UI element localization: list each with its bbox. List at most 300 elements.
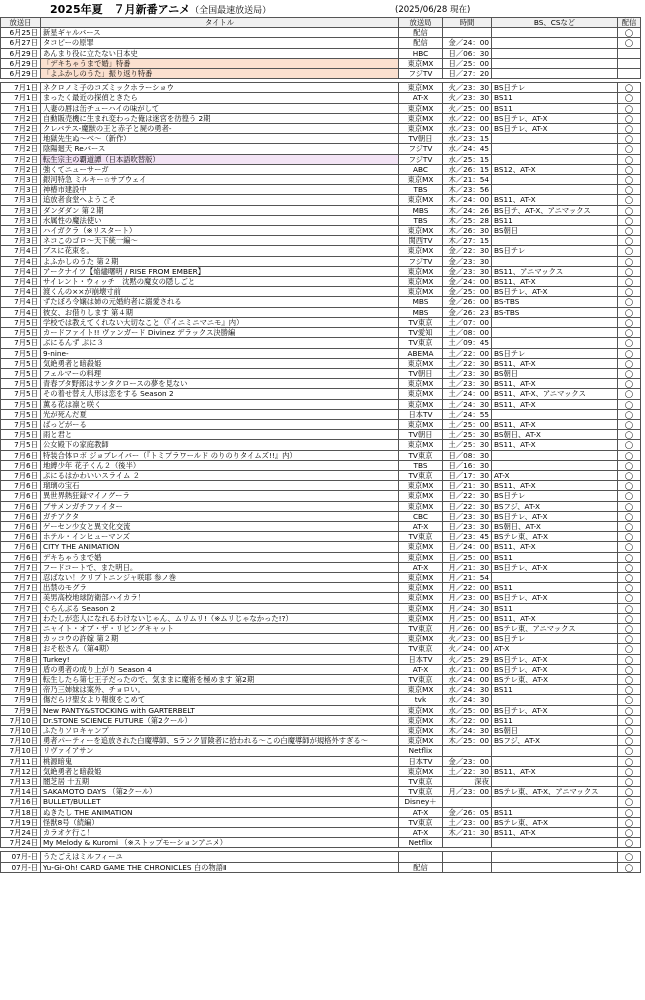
cell-streaming: ◯ bbox=[618, 664, 641, 674]
cell-title: 彼女、お借りします 第４期 bbox=[41, 307, 399, 317]
cell-station: 東京MX bbox=[399, 175, 443, 185]
cell-time: 土／23：30 bbox=[443, 379, 492, 389]
table-row bbox=[1, 777, 641, 787]
cell-title: 転生したら第七王子だったので、気ままに魔術を極めます 第2期 bbox=[41, 675, 399, 685]
table-row bbox=[1, 542, 641, 552]
cell-date: 7月3日 bbox=[1, 236, 41, 246]
cell-bs-cs: BS日テレ、AT-X bbox=[492, 124, 618, 134]
cell-streaming: ◯ bbox=[618, 409, 641, 419]
cell-time bbox=[443, 838, 492, 848]
cell-bs-cs: BS日テレ bbox=[492, 491, 618, 501]
cell-bs-cs: BS11 bbox=[492, 715, 618, 725]
cell-station: 東京MX bbox=[399, 440, 443, 450]
table-row bbox=[1, 205, 641, 215]
cell-bs-cs bbox=[492, 572, 618, 582]
cell-station: TBS bbox=[399, 185, 443, 195]
cell-bs-cs: BS日テレ、AT-X bbox=[492, 664, 618, 674]
cell-bs-cs: BS日テレ、AT-X bbox=[492, 113, 618, 123]
cell-bs-cs: BSテレ東、アニマックス bbox=[492, 623, 618, 633]
cell-bs-cs bbox=[492, 862, 618, 872]
cell-date: 7月8日 bbox=[1, 654, 41, 664]
cell-station: 東京MX bbox=[399, 715, 443, 725]
cell-streaming: ◯ bbox=[618, 297, 641, 307]
cell-station: 配信 bbox=[399, 28, 443, 38]
cell-date: 7月6日 bbox=[1, 491, 41, 501]
table-row bbox=[1, 266, 641, 276]
cell-title: 学校では教えてくれない大切なこと（『イニミニマニモ』内） bbox=[41, 317, 399, 327]
cell-title: リヴァイアサン bbox=[41, 746, 399, 756]
cell-date: 7月4日 bbox=[1, 287, 41, 297]
cell-date: 7月7日 bbox=[1, 613, 41, 623]
table-row bbox=[1, 562, 641, 572]
cell-station: 日本TV bbox=[399, 409, 443, 419]
cell-date: 6月27日 bbox=[1, 38, 41, 48]
table-row bbox=[1, 532, 641, 542]
table-row bbox=[1, 715, 641, 725]
cell-streaming: ◯ bbox=[618, 113, 641, 123]
table-row bbox=[1, 368, 641, 378]
cell-bs-cs: BS11、AT-X bbox=[492, 828, 618, 838]
table-row bbox=[1, 726, 641, 736]
cell-title: New PANTY&STOCKING with GARTERBELT bbox=[41, 705, 399, 715]
cell-date: 7月4日 bbox=[1, 297, 41, 307]
col-header-bs-cs: BS、CSなど bbox=[492, 18, 618, 28]
cell-title: サイレント・ウィッチ 沈黙の魔女の隠しごと bbox=[41, 277, 399, 287]
cell-station: MBS bbox=[399, 297, 443, 307]
cell-date: 6月29日 bbox=[1, 58, 41, 68]
cell-title: 気絶勇者と暗殺姫 bbox=[41, 766, 399, 776]
cell-title: 新星ギャルバース bbox=[41, 28, 399, 38]
cell-station: MBS bbox=[399, 307, 443, 317]
col-header-station: 放送局 bbox=[399, 18, 443, 28]
cell-time: 水／23：15 bbox=[443, 134, 492, 144]
table-row bbox=[1, 644, 641, 654]
cell-title: ぶにるんず ぷに３ bbox=[41, 338, 399, 348]
cell-time: 日／25：00 bbox=[443, 552, 492, 562]
table-row bbox=[1, 389, 641, 399]
table-row bbox=[1, 756, 641, 766]
page-title bbox=[50, 1, 271, 17]
cell-bs-cs bbox=[492, 175, 618, 185]
cell-streaming: ◯ bbox=[618, 511, 641, 521]
cell-time: 木／24：00 bbox=[443, 195, 492, 205]
cell-station: TV東京 bbox=[399, 532, 443, 542]
subtitle-text: （全国最速放送局） bbox=[190, 6, 272, 16]
cell-station: フジTV bbox=[399, 69, 443, 79]
cell-streaming: ◯ bbox=[618, 807, 641, 817]
cell-date: 7月1日 bbox=[1, 93, 41, 103]
table-row bbox=[1, 256, 641, 266]
table-row bbox=[1, 69, 641, 79]
cell-streaming: ◯ bbox=[618, 450, 641, 460]
cell-station: フジTV bbox=[399, 154, 443, 164]
cell-time: 金／23：30 bbox=[443, 266, 492, 276]
table-row bbox=[1, 195, 641, 205]
cell-date: 7月9日 bbox=[1, 695, 41, 705]
cell-time: 土／07：00 bbox=[443, 317, 492, 327]
cell-date: 7月7日 bbox=[1, 623, 41, 633]
cell-station: 東京MX bbox=[399, 226, 443, 236]
cell-station: 東京MX bbox=[399, 83, 443, 93]
cell-bs-cs: BS日テ、AT-X、アニマックス bbox=[492, 205, 618, 215]
cell-time: 金／26：00 bbox=[443, 297, 492, 307]
cell-station: 東京MX bbox=[399, 419, 443, 429]
cell-title: Yu-Gi-Oh! CARD GAME THE CHRONICLES 白の物語Ⅱ bbox=[41, 862, 399, 872]
cell-time: 火／23：30 bbox=[443, 83, 492, 93]
cell-bs-cs bbox=[492, 756, 618, 766]
cell-station: TBS bbox=[399, 460, 443, 470]
cell-time: 木／21：54 bbox=[443, 175, 492, 185]
table-row bbox=[1, 38, 641, 48]
cell-title: 転生宗主の覇道譚（日本語吹替版） bbox=[41, 154, 399, 164]
cell-bs-cs: BS11、AT-X bbox=[492, 399, 618, 409]
cell-time: 土／09：45 bbox=[443, 338, 492, 348]
cell-date: 7月4日 bbox=[1, 256, 41, 266]
table-row bbox=[1, 664, 641, 674]
cell-date: 7月10日 bbox=[1, 736, 41, 746]
cell-time: 水／24：45 bbox=[443, 144, 492, 154]
cell-date: 7月9日 bbox=[1, 664, 41, 674]
cell-station: TV東京 bbox=[399, 470, 443, 480]
cell-bs-cs: BS11、AT-X bbox=[492, 379, 618, 389]
cell-date: 7月7日 bbox=[1, 562, 41, 572]
cell-bs-cs bbox=[492, 154, 618, 164]
cell-station: 東京MX bbox=[399, 491, 443, 501]
cell-streaming: ◯ bbox=[618, 83, 641, 93]
cell-date: 7月7日 bbox=[1, 593, 41, 603]
cell-bs-cs: BS朝日 bbox=[492, 226, 618, 236]
table-row bbox=[1, 603, 641, 613]
cell-time: 水／24：00 bbox=[443, 675, 492, 685]
cell-streaming: ◯ bbox=[618, 562, 641, 572]
table-row bbox=[1, 358, 641, 368]
cell-station: 東京MX bbox=[399, 552, 443, 562]
cell-title: 盾の勇者の成り上がり Season 4 bbox=[41, 664, 399, 674]
table-row bbox=[1, 623, 641, 633]
cell-date: 7月6日 bbox=[1, 542, 41, 552]
cell-streaming: ◯ bbox=[618, 348, 641, 358]
cell-bs-cs: BSテレ東、AT-X、アニマックス bbox=[492, 787, 618, 797]
cell-time: 水／22：00 bbox=[443, 113, 492, 123]
cell-time: 月／23：00 bbox=[443, 593, 492, 603]
cell-streaming: ◯ bbox=[618, 134, 641, 144]
cell-title: ホテル・インヒューマンズ bbox=[41, 532, 399, 542]
cell-title: カードファイト!! ヴァンガード Divinez デラックス決勝編 bbox=[41, 328, 399, 338]
cell-bs-cs bbox=[492, 746, 618, 756]
cell-time: 日／21：30 bbox=[443, 481, 492, 491]
cell-bs-cs: BS11、AT-X bbox=[492, 277, 618, 287]
cell-time: 日／06：30 bbox=[443, 48, 492, 58]
cell-station: AT-X bbox=[399, 521, 443, 531]
cell-date: 7月8日 bbox=[1, 634, 41, 644]
cell-streaming: ◯ bbox=[618, 644, 641, 654]
cell-time: 木／22：00 bbox=[443, 715, 492, 725]
cell-bs-cs: BS朝日 bbox=[492, 726, 618, 736]
cell-date: 7月5日 bbox=[1, 419, 41, 429]
cell-streaming: ◯ bbox=[618, 623, 641, 633]
cell-date: 7月10日 bbox=[1, 746, 41, 756]
cell-streaming: ◯ bbox=[618, 185, 641, 195]
table-row bbox=[1, 215, 641, 225]
cell-streaming: ◯ bbox=[618, 379, 641, 389]
cell-date: 7月3日 bbox=[1, 175, 41, 185]
cell-station: TV東京 bbox=[399, 777, 443, 787]
cell-streaming: ◯ bbox=[618, 38, 641, 48]
cell-time: 金／24：00 bbox=[443, 38, 492, 48]
cell-title: フードコートで、また明日。 bbox=[41, 562, 399, 572]
table-row bbox=[1, 338, 641, 348]
table-row bbox=[1, 613, 641, 623]
cell-date: 7月5日 bbox=[1, 430, 41, 440]
cell-bs-cs: BS11、AT-X bbox=[492, 440, 618, 450]
cell-title: CITY THE ANIMATION bbox=[41, 542, 399, 552]
cell-bs-cs: BS日テレ bbox=[492, 246, 618, 256]
cell-title: おそ松さん（第4期） bbox=[41, 644, 399, 654]
cell-bs-cs: BSテレ東、AT-X bbox=[492, 675, 618, 685]
cell-title: 自動販売機に生まれ変わった俺は迷宮を彷徨う 2期 bbox=[41, 113, 399, 123]
cell-streaming: ◯ bbox=[618, 307, 641, 317]
cell-date: 7月6日 bbox=[1, 521, 41, 531]
table-row bbox=[1, 797, 641, 807]
cell-streaming: ◯ bbox=[618, 852, 641, 862]
table-row bbox=[1, 817, 641, 827]
cell-station: 東京MX bbox=[399, 277, 443, 287]
cell-date: 7月18日 bbox=[1, 807, 41, 817]
cell-title: 気絶勇者と暗殺姫 bbox=[41, 358, 399, 368]
cell-bs-cs: AT-X bbox=[492, 470, 618, 480]
cell-date: 7月6日 bbox=[1, 481, 41, 491]
cell-bs-cs: BSフジ、AT-X bbox=[492, 501, 618, 511]
cell-date: 7月10日 bbox=[1, 726, 41, 736]
cell-station: AT-X bbox=[399, 562, 443, 572]
cell-streaming: ◯ bbox=[618, 766, 641, 776]
cell-date: 7月10日 bbox=[1, 715, 41, 725]
cell-time: 水／25：15 bbox=[443, 154, 492, 164]
cell-station: TV東京 bbox=[399, 675, 443, 685]
cell-streaming: ◯ bbox=[618, 817, 641, 827]
table-row bbox=[1, 28, 641, 38]
table-row bbox=[1, 440, 641, 450]
cell-station: CBC bbox=[399, 511, 443, 521]
cell-bs-cs: BS11 bbox=[492, 583, 618, 593]
cell-date: 7月5日 bbox=[1, 379, 41, 389]
cell-streaming: ◯ bbox=[618, 572, 641, 582]
cell-bs-cs: BS朝日 bbox=[492, 368, 618, 378]
cell-title: 異世界熱狂録マイノグーラ bbox=[41, 491, 399, 501]
cell-date: 7月6日 bbox=[1, 552, 41, 562]
cell-time: 木／26：30 bbox=[443, 226, 492, 236]
table-row bbox=[1, 154, 641, 164]
cell-title: 美男高校地球防衛部ハイカラ！ bbox=[41, 593, 399, 603]
table-row bbox=[1, 185, 641, 195]
cell-time: 日／27：20 bbox=[443, 69, 492, 79]
cell-station: 日本TV bbox=[399, 756, 443, 766]
cell-bs-cs: BS11 bbox=[492, 603, 618, 613]
table-row bbox=[1, 430, 641, 440]
cell-time bbox=[443, 862, 492, 872]
cell-date: 7月2日 bbox=[1, 164, 41, 174]
cell-bs-cs bbox=[492, 256, 618, 266]
cell-streaming: ◯ bbox=[618, 470, 641, 480]
cell-streaming: ◯ bbox=[618, 583, 641, 593]
cell-bs-cs bbox=[492, 777, 618, 787]
cell-time: 木／25：28 bbox=[443, 215, 492, 225]
cell-time: 日／17：30 bbox=[443, 470, 492, 480]
cell-station: tvk bbox=[399, 695, 443, 705]
cell-title: うたごえはミルフィーユ bbox=[41, 852, 399, 862]
cell-title: カラオケ行こ！ bbox=[41, 828, 399, 838]
cell-time: 日／25：00 bbox=[443, 58, 492, 68]
cell-date: 7月13日 bbox=[1, 777, 41, 787]
cell-station: TV朝日 bbox=[399, 134, 443, 144]
cell-date: 7月4日 bbox=[1, 307, 41, 317]
cell-streaming: ◯ bbox=[618, 430, 641, 440]
cell-title: 強くてニューサーガ bbox=[41, 164, 399, 174]
cell-time: 火／25：29 bbox=[443, 654, 492, 664]
cell-bs-cs: BS11、AT-X bbox=[492, 481, 618, 491]
cell-time: 日／23：30 bbox=[443, 521, 492, 531]
cell-date: 7月2日 bbox=[1, 144, 41, 154]
cell-title: ぐらんぶる Season 2 bbox=[41, 603, 399, 613]
cell-station: 東京MX bbox=[399, 726, 443, 736]
cell-date: 7月16日 bbox=[1, 797, 41, 807]
cell-station: 関西TV bbox=[399, 236, 443, 246]
cell-streaming: ◯ bbox=[618, 777, 641, 787]
table-row bbox=[1, 226, 641, 236]
cell-streaming: ◯ bbox=[618, 144, 641, 154]
cell-streaming: ◯ bbox=[618, 338, 641, 348]
table-row bbox=[1, 470, 641, 480]
cell-date: 7月5日 bbox=[1, 409, 41, 419]
cell-streaming: ◯ bbox=[618, 685, 641, 695]
cell-streaming: ◯ bbox=[618, 491, 641, 501]
cell-bs-cs: BSフジ、AT-X bbox=[492, 736, 618, 746]
cell-streaming: ◯ bbox=[618, 603, 641, 613]
cell-title: ぷにるはかわいいスライム ２ bbox=[41, 470, 399, 480]
cell-title: 怪獣8号（続編） bbox=[41, 817, 399, 827]
cell-time: 水／21：00 bbox=[443, 664, 492, 674]
cell-date: 7月1日 bbox=[1, 103, 41, 113]
cell-bs-cs: BS11、AT-X bbox=[492, 613, 618, 623]
col-header-date: 放送日 bbox=[1, 18, 41, 28]
cell-station: ABC bbox=[399, 164, 443, 174]
table-row bbox=[1, 328, 641, 338]
cell-station: AT-X bbox=[399, 807, 443, 817]
cell-date: 7月3日 bbox=[1, 205, 41, 215]
cell-station: 東京MX bbox=[399, 58, 443, 68]
cell-streaming: ◯ bbox=[618, 862, 641, 872]
table-row bbox=[1, 766, 641, 776]
cell-streaming bbox=[618, 69, 641, 79]
cell-title: 薫る花は凛と咲く bbox=[41, 399, 399, 409]
cell-bs-cs bbox=[492, 409, 618, 419]
cell-time bbox=[443, 28, 492, 38]
cell-date: 7月4日 bbox=[1, 246, 41, 256]
cell-station: ABEMA bbox=[399, 348, 443, 358]
cell-streaming: ◯ bbox=[618, 736, 641, 746]
cell-date: 7月3日 bbox=[1, 185, 41, 195]
cell-station: 東京MX bbox=[399, 103, 443, 113]
page-header bbox=[0, 0, 645, 17]
cell-station: 東京MX bbox=[399, 246, 443, 256]
cell-bs-cs: BS11 bbox=[492, 103, 618, 113]
table-row bbox=[1, 58, 641, 68]
cell-station: 東京MX bbox=[399, 389, 443, 399]
cell-time: 月／21：30 bbox=[443, 562, 492, 572]
cell-time: 土／25：30 bbox=[443, 440, 492, 450]
cell-bs-cs: BSテレ東、AT-X bbox=[492, 532, 618, 542]
cell-date: 7月3日 bbox=[1, 195, 41, 205]
cell-title: ガチアクタ bbox=[41, 511, 399, 521]
cell-bs-cs: AT-X bbox=[492, 644, 618, 654]
cell-date: 7月24日 bbox=[1, 838, 41, 848]
cell-time: 日／16：30 bbox=[443, 460, 492, 470]
cell-date: 7月5日 bbox=[1, 348, 41, 358]
cell-station: TV朝日 bbox=[399, 430, 443, 440]
cell-time: 火／25：00 bbox=[443, 103, 492, 113]
anime-schedule-table bbox=[0, 17, 641, 873]
cell-date: 7月14日 bbox=[1, 787, 41, 797]
cell-bs-cs: BS日テレ、AT-X bbox=[492, 705, 618, 715]
cell-title: 帝乃三姉妹は案外、チョロい。 bbox=[41, 685, 399, 695]
cell-streaming: ◯ bbox=[618, 399, 641, 409]
cell-streaming: ◯ bbox=[618, 797, 641, 807]
cell-title: 「よふかしのうた」振り返り特番 bbox=[41, 69, 399, 79]
cell-title: デキちゃうまで婚 bbox=[41, 552, 399, 562]
header-row bbox=[1, 18, 641, 28]
cell-time bbox=[443, 746, 492, 756]
cell-station: 東京MX bbox=[399, 583, 443, 593]
table-row bbox=[1, 852, 641, 862]
cell-streaming: ◯ bbox=[618, 542, 641, 552]
cell-title: Turkey! bbox=[41, 654, 399, 664]
cell-title: 桃源暗鬼 bbox=[41, 756, 399, 766]
table-row bbox=[1, 736, 641, 746]
cell-time: 月／21：54 bbox=[443, 572, 492, 582]
cell-title: 陰陽廻天 Reバース bbox=[41, 144, 399, 154]
cell-station: フジTV bbox=[399, 256, 443, 266]
table-row bbox=[1, 572, 641, 582]
cell-title: 勇者パーティーを追放された白魔導師、Sランク冒険者に拾われる〜この白魔導師が規格外すぎる〜 bbox=[41, 736, 399, 746]
cell-title: その着せ替え人形は恋をする Season 2 bbox=[41, 389, 399, 399]
cell-bs-cs bbox=[492, 28, 618, 38]
cell-time: 金／26：05 bbox=[443, 807, 492, 817]
cell-title: 追放者食堂へようこそ bbox=[41, 195, 399, 205]
cell-bs-cs bbox=[492, 338, 618, 348]
cell-streaming: ◯ bbox=[618, 532, 641, 542]
cell-time: 木／23：56 bbox=[443, 185, 492, 195]
cell-title: 出禁のモグラ bbox=[41, 583, 399, 593]
cell-streaming: ◯ bbox=[618, 175, 641, 185]
cell-station: 東京MX bbox=[399, 572, 443, 582]
cell-streaming: ◯ bbox=[618, 552, 641, 562]
cell-time: 金／23：30 bbox=[443, 256, 492, 266]
cell-station bbox=[399, 852, 443, 862]
cell-bs-cs: BS日テレ、AT-X bbox=[492, 654, 618, 664]
cell-streaming: ◯ bbox=[618, 695, 641, 705]
cell-title: SAKAMOTO DAYS （第2クール） bbox=[41, 787, 399, 797]
cell-streaming: ◯ bbox=[618, 787, 641, 797]
table-row bbox=[1, 379, 641, 389]
cell-date: 7月5日 bbox=[1, 389, 41, 399]
cell-date: 7月5日 bbox=[1, 328, 41, 338]
cell-bs-cs bbox=[492, 317, 618, 327]
cell-station: TV東京 bbox=[399, 338, 443, 348]
cell-bs-cs: BS11、アニマックス bbox=[492, 266, 618, 276]
table-row bbox=[1, 787, 641, 797]
cell-station: TBS bbox=[399, 215, 443, 225]
cell-time: 火／23：30 bbox=[443, 93, 492, 103]
